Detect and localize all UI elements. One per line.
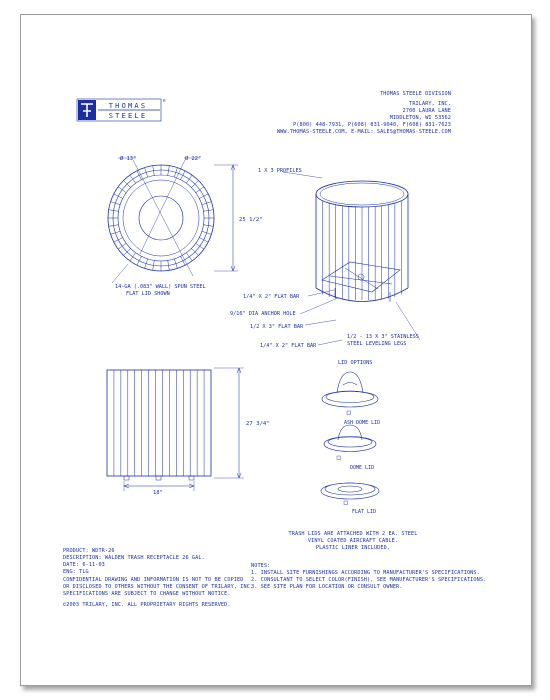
slat-line — [181, 171, 186, 180]
slat-line — [118, 243, 126, 249]
slat-line — [130, 253, 136, 261]
company-line-1: THOMAS STEELE DIVISION — [380, 91, 451, 97]
company-line-6: WWW.THOMAS-STEELE.COM, E-MAIL: SALES@THOMAS-STEELE.COM — [276, 129, 451, 135]
elev-width-label: 18" — [153, 490, 163, 496]
registered-mark: ® — [163, 98, 166, 103]
dia-inner-label: Ø 13" — [120, 156, 137, 162]
company-line-2: TRILARY, INC. — [409, 101, 451, 107]
slat-line — [199, 238, 208, 243]
lid-options — [321, 372, 379, 505]
slat-line — [174, 259, 177, 269]
slat-line — [145, 168, 148, 178]
lid-note-2: FLAT LID SHOWN — [126, 291, 170, 297]
confidential-line-1: CONFIDENTIAL DRAWING AND INFORMATION IS NOT TO BE COPIED — [63, 577, 244, 583]
lid-note-line-2: VINYL COATED AIRCRAFT CABLE. — [307, 538, 399, 544]
notes-title: NOTES: — [251, 563, 271, 569]
leveling-label-2: STEEL LEVELING LEGS — [347, 341, 407, 347]
note-item-1: 1. INSTALL SITE FURNISHINGS ACCORDING TO MANUFACTURER'S SPECIFICATIONS. — [251, 570, 480, 576]
company-line-5: P(800) 448-7931, P(608) 831-9040, F(608) 831-7623 — [293, 122, 451, 128]
slat-line — [111, 231, 121, 234]
note-item-2: 2. CONSULTANT TO SELECT COLOR(FINISH), SEE MANUFACTURER'S SPECIFICATIONS. — [251, 577, 487, 583]
elev-height-label: 27 3/4" — [246, 421, 270, 427]
slat-line — [111, 202, 121, 205]
dome-label: DOME LID — [350, 465, 375, 471]
company-line-4: MIDDLETON, WI 53562 — [389, 115, 451, 121]
product-line-3: DATE: 6-11-03 — [63, 562, 105, 568]
slat-line — [137, 256, 142, 265]
slat-line — [174, 168, 177, 178]
slat-line — [202, 202, 212, 205]
company-line-3: 2700 LAURA LANE — [402, 108, 451, 114]
slat-line — [118, 187, 126, 193]
copyright-line: ©2003 TRILARY, INC. ALL PROPRIETARY RIGHTS RESERVED. — [63, 602, 231, 608]
lid-options-title: LID OPTIONS — [338, 360, 373, 366]
confidential-line-2: OR DISCLOSED TO OTHERS WITHOUT THE CONSENT OF TRILARY, INC. — [63, 584, 254, 590]
flat-bar-b-label: 1/2 X 3" FLAT BAR — [250, 324, 304, 330]
slat-line — [196, 187, 204, 193]
flat-lid-label: FLAT LID — [352, 509, 377, 515]
slat-line — [181, 256, 186, 265]
slat-line — [145, 259, 148, 269]
profiles-label: 1 X 3 PROFILES — [258, 168, 302, 174]
product-line-1: PRODUCT: WDTR-26 — [63, 548, 115, 554]
slat-line — [114, 194, 123, 199]
slat-line — [199, 194, 208, 199]
elevation-view — [107, 368, 244, 491]
anchor-hole-label: 9/16" DIA ANCHOR HOLE — [230, 311, 296, 317]
slat-line — [114, 238, 123, 243]
logo-line1: THOMAS — [108, 102, 148, 110]
flat-bar-a-label: 1/4" X 2" FLAT BAR — [243, 294, 300, 300]
leveling-label-1: 1/2 - 13 X 3" STAINLESS — [347, 334, 419, 340]
dia-outer-label: Ø 22" — [185, 156, 202, 162]
top-view — [108, 158, 238, 283]
height-label: 25 1/2" — [239, 217, 263, 223]
lid-note-1: 14-GA (.083" WALL) SPUN STEEL — [115, 284, 206, 290]
isometric-view — [283, 172, 420, 345]
lid-note-line-3: PLASTIC LINER INCLUDED. — [315, 545, 391, 551]
product-line-2: DESCRIPTION: WALDEN TRASH RECEPTACLE 26 GAL. — [63, 555, 205, 561]
thomas-steele-logo — [77, 98, 166, 121]
ash-dome-label: ASH DOME LID — [344, 420, 381, 426]
lid-note-line-1: TRASH LIDS ARE ATTACHED WITH 2 EA. STEEL — [288, 531, 418, 537]
slat-line — [186, 253, 192, 261]
slat-line — [196, 243, 204, 249]
slat-line — [130, 175, 136, 183]
slat-line — [186, 175, 192, 183]
confidential-line-3: SPECIFICATIONS ARE SUBJECT TO CHANGE WITHOUT NOTICE. — [63, 591, 231, 597]
logo-line2: STEELE — [108, 112, 148, 120]
slat-line — [202, 231, 212, 234]
product-line-4: ENG: TLG — [63, 569, 89, 575]
flat-bar-c-label: 1/4" X 2" FLAT BAR — [260, 343, 317, 349]
note-item-3: 3. SEE SITE PLAN FOR LOCATION OR CONSULT OWNER. — [251, 584, 403, 590]
